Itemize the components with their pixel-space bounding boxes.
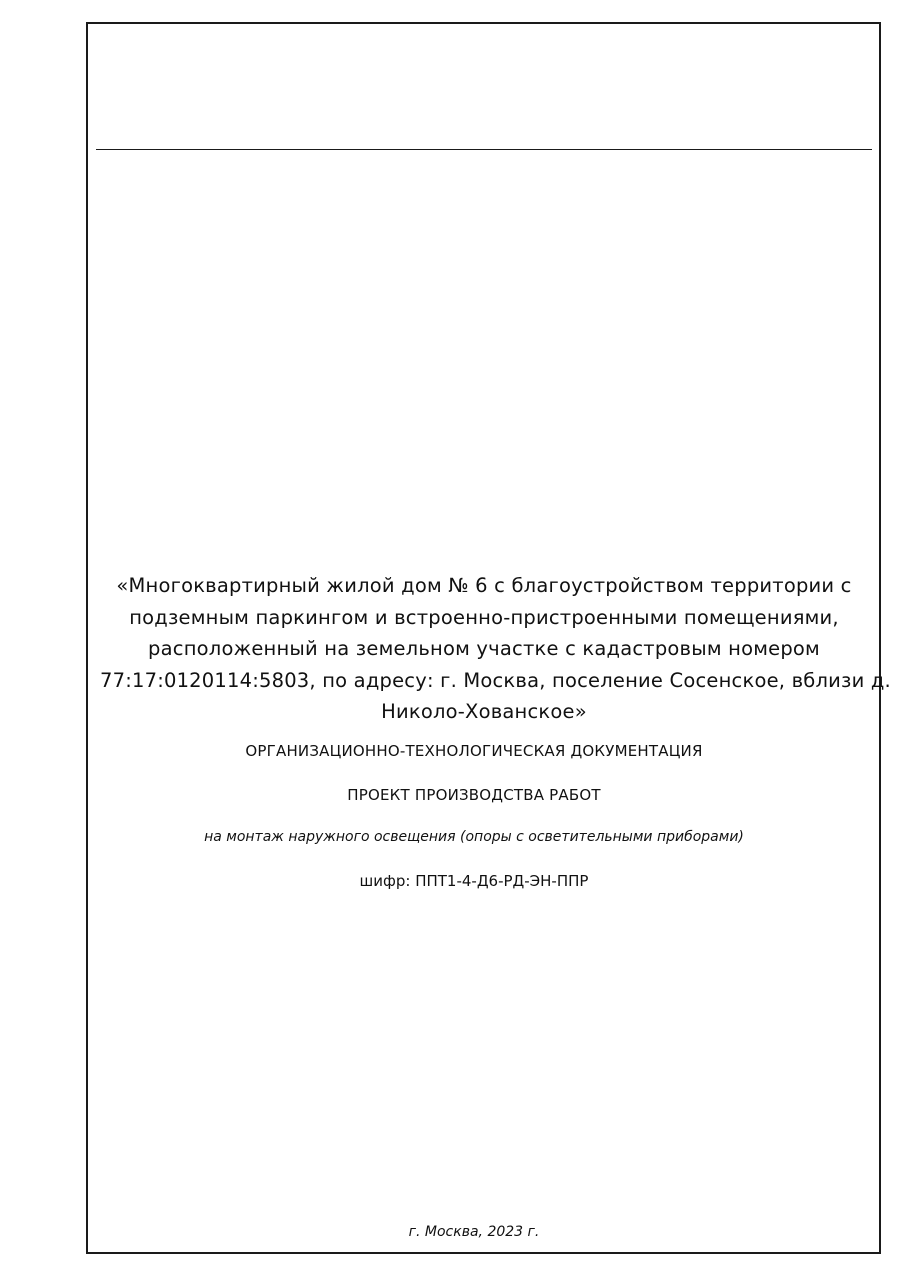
title-line-1: «Многоквартирный жилой дом № 6 с благоустройством территории с — [116, 574, 852, 597]
title-line-2: подземным паркингом и встроенно-пристроенными помещениями, — [129, 605, 839, 629]
header-divider — [96, 149, 872, 150]
work-purpose: на монтаж наружного освещения (опоры с осветительными приборами) — [204, 829, 744, 845]
document-title — [100, 570, 891, 728]
project-type: ПРОЕКТ ПРОИЗВОДСТВА РАБОТ — [347, 786, 601, 804]
title-line-4: 77:17:0120114:5803, по адресу: г. Москва, поселение Сосенское, вблизи д. — [100, 668, 891, 692]
title-line-3: расположенный на земельном участке с кадастровым номером — [148, 637, 820, 660]
document-type: ОРГАНИЗАЦИОННО-ТЕХНОЛОГИЧЕСКАЯ ДОКУМЕНТАЦИЯ — [245, 742, 703, 760]
place-and-year: г. Москва, 2023 г. — [408, 1224, 540, 1240]
document-cipher: шифр: ППТ1-4-Д6-РД-ЭН-ППР — [359, 872, 589, 890]
title-line-5: Николо-Хованское» — [381, 700, 587, 723]
